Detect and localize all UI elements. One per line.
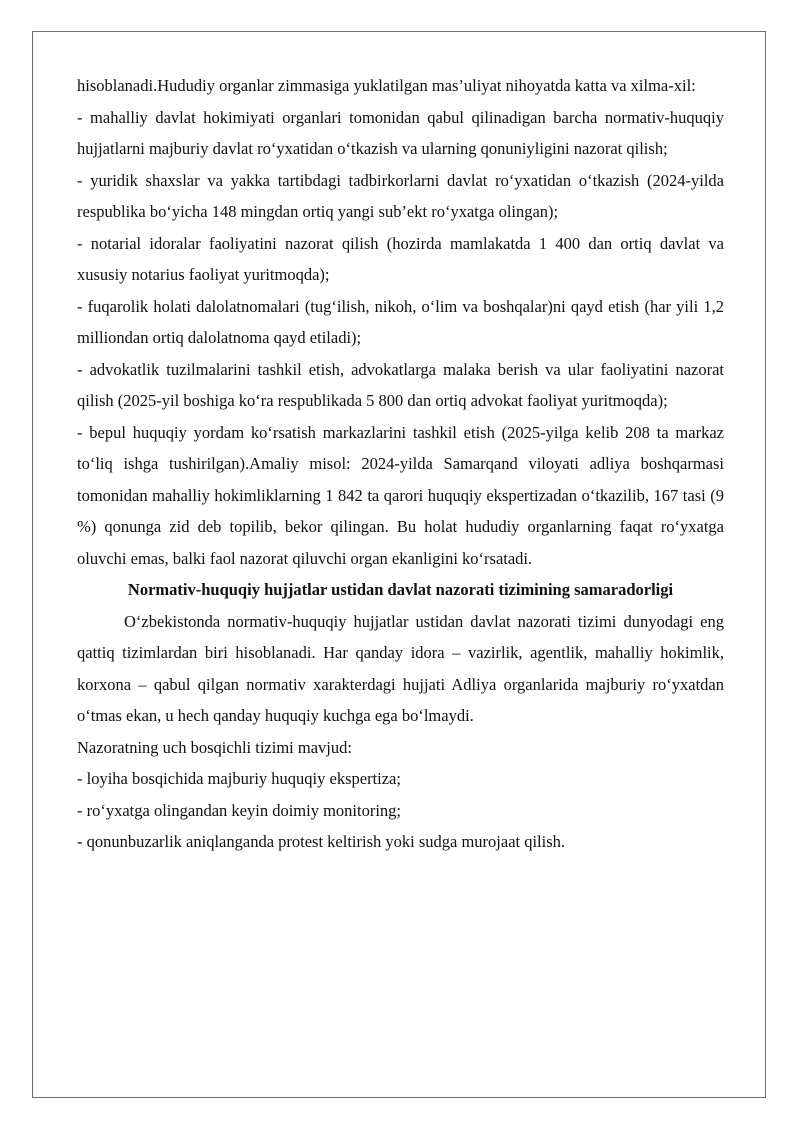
list-item-legal-entities: - yuridik shaxslar va yakka tartibdagi tadbirkorlarni davlat ro‘yxatidan o‘tkazish (2024-yilda respublika bo‘yicha 148 mingdan ortiq yangi sub’ekt ro‘yxatga olingan); xyxy=(77,170,724,221)
section-heading: Normativ-huquqiy hujjatlar ustidan davlat nazorati tizimining samaradorligi xyxy=(127,580,674,599)
list-item-notarial: - notarial idoralar faoliyatini nazorat qilish (hozirda mamlakatda 1 400 dan ortiq davlat va xususiy notarius faoliyat yuritmoqda); xyxy=(77,233,724,284)
list-item-civil-status: - fuqarolik holati dalolatnomalari (tug‘ilish, nikoh, o‘lim va boshqalar)ni qayd etish (har yili 1,2 milliondan ortiq dalolatnoma qayd etiladi); xyxy=(77,296,724,347)
list-item-stage-monitoring: - ro‘yxatga olingandan keyin doimiy monitoring; xyxy=(77,800,401,820)
document-body xyxy=(77,70,724,858)
paragraph-three-stage: Nazoratning uch bosqichli tizimi mavjud: xyxy=(77,737,352,757)
list-item-normative-acts: - mahalliy davlat hokimiyati organlari tomonidan qabul qilinadigan barcha normativ-huquqiy hujjatlarni majburiy davlat ro‘yxatidan o‘tkazish va ularning qonuniyligini nazorat qilish; xyxy=(77,107,724,158)
list-item-legal-aid: - bepul huquqiy yordam ko‘rsatish markazlarini tashkil etish (2025-yilga kelib 208 ta markaz to‘liq ishga tushirilgan).Amaliy misol: 2024-yilda Samarqand viloyati adliya boshqarmasi tomonidan mahalliy hokimliklarning 1 842 ta qarori huquqiy ekspertizadan o‘tkazilib, 167 tasi (9 %) qonunga zid deb topilib, bekor qilingan. Bu holat hududiy organlarning faqat ro‘yxatga oluvchi emas, balki faol nazorat qiluvchi organ ekanligini ko‘rsatadi. xyxy=(77,422,724,568)
paragraph-intro-continuation: hisoblanadi.Hududiy organlar zimmasiga yuklatilgan mas’uliyat nihoyatda katta va xilma-xil: xyxy=(77,76,696,95)
list-item-stage-expertise: - loyiha bosqichida majburiy huquqiy ekspertiza; xyxy=(77,769,401,788)
list-item-advocacy: - advokatlik tuzilmalarini tashkil etish, advokatlarga malaka berish va ular faoliyatini nazorat qilish (2025-yil boshiga ko‘ra respublikada 5 800 dan ortiq advokat faoliyat yuritmoqda); xyxy=(77,359,724,410)
list-item-stage-protest: - qonunbuzarlik aniqlanganda protest keltirish yoki sudga murojaat qilish. xyxy=(77,832,566,851)
paragraph-control-system: O‘zbekistonda normativ-huquqiy hujjatlar ustidan davlat nazorati tizimi dunyodagi eng qattiq tizimlardan biri hisoblanadi. Har qanday idora – vazirlik, agentlik, mahalliy hokimlik, korxona – qabul qilgan normativ xarakterdagi hujjati Adliya organlarida majburiy ro‘yxatdan o‘tmas ekan, u hech qanday huquqiy kuchga ega bo‘lmaydi. xyxy=(77,611,724,725)
